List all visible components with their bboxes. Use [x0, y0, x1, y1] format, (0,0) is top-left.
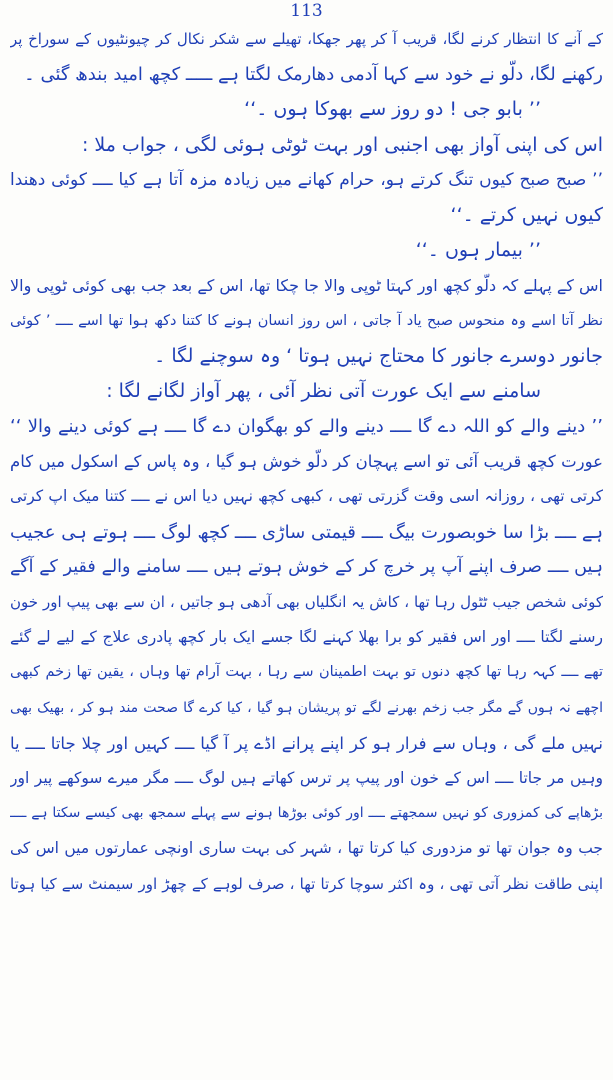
text-line: ’’ دینے والے کو اللہ دے گا ــــ دینے والے کو بھگوان دے گا ــــ ہے کوئی دینے والا ‘‘	[10, 416, 603, 438]
text-line: اس کے پہلے کہ دلّو کچھ اور کہتا ٹوپی والا جا چکا تھا، اس کے بعد جب بھی کوئی ٹوپی والا	[10, 276, 603, 296]
text-line: ہے ــــ بڑا سا خوبصورت بیگ ــــ قیمتی ساڑی ــــ کچھ لوگ ــــ ہوتے ہی عجیب	[10, 521, 603, 543]
text-line: بڑھاپے کی کمزوری کو نہیں سمجھتے ــــ اور کوئی بوڑھا ہونے سے پہلے سمجھ بھی کیسے سکتا ہے ــــ	[10, 805, 603, 822]
text-line: اپنی طاقت نظر آتی تھی ، وہ اکثر سوچا کرتا تھا ، صرف لوہے کے چھڑ اور سیمنٹ سے کیا ہوتا	[10, 874, 603, 893]
text-line: اچھے نہ ہوں گے مگر جب زخم بھرنے لگے تو پریشان ہو گیا ، کیا کرے گا صحت مند ہو کر ، بھیک بھی	[10, 699, 603, 716]
page-number: 113	[290, 1, 323, 21]
text-line: کوئی شخص جیب ٹٹول رہا تھا ، کاش یہ انگلیاں بھی آدھی ہو جاتیں ، ان سے بھی پیپ اور خون	[10, 593, 603, 611]
text-line: کرتی تھی ، روزانہ اسی وقت گزرتی تھی ، کبھی کچھ نہیں دیا اس نے ــــ کتنا میک اپ کرتی	[10, 487, 603, 506]
text-line: جب وہ جوان تھا تو مزدوری کیا کرتا تھا ، شہر کی بہت ساری اونچی عمارتوں میں اس کی	[10, 839, 603, 858]
text-line: رسنے لگتا ــــ اور اس فقیر کو برا بھلا کہنے لگا جسے ایک بار کچھ پادری علاج کے لیے لے گئے	[10, 628, 603, 647]
body-text	[10, 22, 603, 902]
text-line: اس کی اپنی آواز بھی اجنبی اور بہت ٹوٹی ہوئی لگی ، جواب ملا :	[81, 133, 603, 156]
text-line: کیوں نہیں کرتے ۔‘‘	[450, 203, 603, 226]
text-line: وہیں مر جاتا ــــ اس کے خون اور پیپ پر ترس کھاتے ہیں لوگ ــــ مگر میرے سوکھے پیر اور	[10, 768, 603, 787]
text-line: ’’ صبح صبح کیوں تنگ کرتے ہو، حرام کھانے میں زیادہ مزہ آتا ہے کیا ــــ کوئی دھندا	[10, 169, 603, 190]
text-line: سامنے سے ایک عورت آتی نظر آئی ، پھر آواز لگانے لگا :	[106, 379, 541, 402]
text-line: نہیں ملے گی ، وہاں سے فرار ہو کر اپنے پرانے اڈے پر آ گیا ــــ کہیں اور چلا جاتا ــــ یا	[10, 733, 603, 753]
text-line: جانور دوسرے جانور کا محتاج نہیں ہوتا ‘ وہ سوچنے لگا ۔	[154, 344, 603, 367]
text-line: ہیں ــــ صرف اپنے آپ پر خرچ کر کے خوش ہوتے ہیں ــــ سامنے والے فقیر کے آگے	[10, 556, 603, 577]
text-line: رکھنے لگا، دلّو نے خود سے کہا آدمی دھارمک لگتا ہے ـــــ کچھ امید بندھ گئی ۔	[24, 64, 603, 86]
text-line: نظر آتا اسے وہ منحوس صبح یاد آ جاتی ، اس روز انسان ہونے کا کتنا دکھ ہوا تھا اسے ــــ ’ کوئی	[10, 312, 603, 329]
text-line: ’’ بیمار ہوں ۔‘‘	[415, 239, 541, 262]
text-line: عورت کچھ قریب آئی تو اسے پہچان کر دلّو خوش ہو گیا ، وہ پاس کے اسکول میں کام	[10, 452, 603, 472]
text-line: ’’ بابو جی ! دو روز سے بھوکا ہوں ۔‘‘	[244, 98, 541, 121]
text-line: کے آنے کا انتظار کرنے لگا، قریب آ کر پھر جھکا، تھیلے سے شکر نکال کر چیونٹیوں کے سوراخ پر	[10, 30, 603, 48]
text-line: تھے ــــ کہہ رہا تھا کچھ دنوں تو بہت اطمینان سے رہا ، بہت آرام تھا وہاں ، یقین تھا زخم کبھی	[10, 664, 603, 681]
